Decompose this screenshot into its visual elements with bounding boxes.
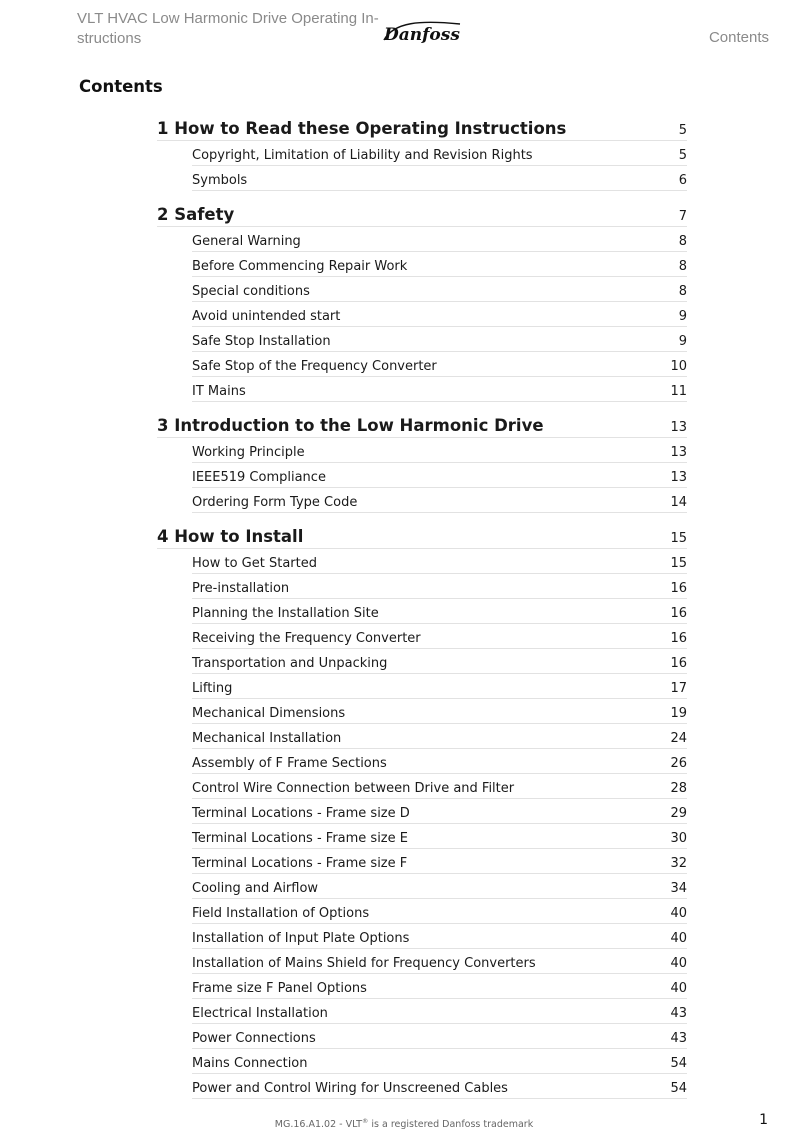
toc-chapter-entry[interactable] xyxy=(157,413,687,438)
toc-section-entry[interactable] xyxy=(192,600,687,624)
section-page-number: 16 xyxy=(670,606,687,621)
section-title: Working Principle xyxy=(192,445,305,460)
section-page-number: 40 xyxy=(670,981,687,996)
section-label: Contents xyxy=(708,29,769,46)
toc-section-entry[interactable] xyxy=(192,575,687,599)
section-page-number: 54 xyxy=(670,1056,687,1071)
section-page-number: 19 xyxy=(670,706,687,721)
chapter-page-number: 7 xyxy=(678,209,687,224)
section-title: Before Commencing Repair Work xyxy=(192,259,408,274)
section-title: Assembly of F Frame Sections xyxy=(192,756,387,771)
section-title: General Warning xyxy=(192,234,301,249)
section-page-number: 6 xyxy=(678,173,687,188)
toc-section-entry[interactable] xyxy=(192,725,687,749)
toc-section-entry[interactable] xyxy=(192,228,687,252)
toc-section-entry[interactable] xyxy=(192,800,687,824)
toc-chapter xyxy=(157,116,687,191)
section-page-number: 40 xyxy=(670,906,687,921)
section-page-number: 10 xyxy=(670,359,687,374)
section-title: Pre-installation xyxy=(192,581,290,596)
footer-doc-code: MG.16.A1.02 - VLT xyxy=(274,1119,362,1131)
danfoss-logo xyxy=(380,18,464,48)
section-title: Copyright, Limitation of Liability and Revision Rights xyxy=(192,148,533,163)
section-title: Power Connections xyxy=(192,1031,316,1046)
chapter-page-number: 5 xyxy=(678,123,687,138)
contents-heading: Contents xyxy=(79,77,163,96)
toc-section-entry[interactable] xyxy=(192,253,687,277)
section-page-number: 17 xyxy=(670,681,687,696)
toc-section-entry[interactable] xyxy=(192,378,687,402)
section-title: Mechanical Dimensions xyxy=(192,706,346,721)
chapter-page-number: 13 xyxy=(670,420,687,435)
toc-chapter-entry[interactable] xyxy=(157,202,687,227)
section-page-number: 30 xyxy=(670,831,687,846)
section-title: Power and Control Wiring for Unscreened Cables xyxy=(192,1081,508,1096)
toc-section-entry[interactable] xyxy=(192,975,687,999)
section-page-number: 8 xyxy=(678,234,687,249)
toc-section-entry[interactable] xyxy=(192,825,687,849)
toc-section-entry[interactable] xyxy=(192,1050,687,1074)
section-title: Lifting xyxy=(192,681,233,696)
section-page-number: 5 xyxy=(678,148,687,163)
toc-section-entry[interactable] xyxy=(192,775,687,799)
section-page-number: 32 xyxy=(670,856,687,871)
section-title: Mechanical Installation xyxy=(192,731,342,746)
svg-text:Danfoss: Danfoss xyxy=(384,25,460,45)
toc-section-entry[interactable] xyxy=(192,1000,687,1024)
toc-section-entry[interactable] xyxy=(192,950,687,974)
toc-section-entry[interactable] xyxy=(192,303,687,327)
table-of-contents xyxy=(157,116,687,1110)
section-page-number: 40 xyxy=(670,931,687,946)
toc-section-entry[interactable] xyxy=(192,900,687,924)
section-page-number: 15 xyxy=(670,556,687,571)
section-page-number: 54 xyxy=(670,1081,687,1096)
chapter-title: 3 Introduction to the Low Harmonic Drive xyxy=(157,416,544,435)
chapter-title: 1 How to Read these Operating Instructions xyxy=(157,119,567,138)
section-title: Terminal Locations - Frame size D xyxy=(192,806,410,821)
section-page-number: 16 xyxy=(670,656,687,671)
section-page-number: 8 xyxy=(678,259,687,274)
toc-section-entry[interactable] xyxy=(192,675,687,699)
section-title: Ordering Form Type Code xyxy=(192,495,358,510)
toc-chapter xyxy=(157,202,687,402)
toc-section-entry[interactable] xyxy=(192,464,687,488)
section-page-number: 34 xyxy=(670,881,687,896)
toc-section-entry[interactable] xyxy=(192,925,687,949)
document-title: VLT HVAC Low Harmonic Drive Operating In-structions xyxy=(77,10,379,47)
section-title: Terminal Locations - Frame size F xyxy=(192,856,408,871)
section-page-number: 16 xyxy=(670,581,687,596)
section-title: Planning the Installation Site xyxy=(192,606,379,621)
toc-section-entry[interactable] xyxy=(192,550,687,574)
section-page-number: 14 xyxy=(670,495,687,510)
section-page-number: 29 xyxy=(670,806,687,821)
toc-section-entry[interactable] xyxy=(192,142,687,166)
chapter-title: 2 Safety xyxy=(157,205,235,224)
section-title: Mains Connection xyxy=(192,1056,308,1071)
section-title: Safe Stop Installation xyxy=(192,334,331,349)
section-title: Transportation and Unpacking xyxy=(192,656,388,671)
toc-section-entry[interactable] xyxy=(192,750,687,774)
section-page-number: 26 xyxy=(670,756,687,771)
toc-section-entry[interactable] xyxy=(192,1025,687,1049)
section-title: Symbols xyxy=(192,173,248,188)
toc-chapter-entry[interactable] xyxy=(157,116,687,141)
toc-section-entry[interactable] xyxy=(192,650,687,674)
section-page-number: 16 xyxy=(670,631,687,646)
section-page-number: 11 xyxy=(670,384,687,399)
section-page-number: 28 xyxy=(670,781,687,796)
chapter-page-number: 15 xyxy=(670,531,687,546)
section-page-number: 13 xyxy=(670,470,687,485)
section-title: Safe Stop of the Frequency Converter xyxy=(192,359,437,374)
section-page-number: 13 xyxy=(670,445,687,460)
section-title: Cooling and Airflow xyxy=(192,881,319,896)
footer-trademark xyxy=(0,1117,808,1130)
section-page-number: 24 xyxy=(670,731,687,746)
toc-chapter xyxy=(157,413,687,513)
toc-section-entry[interactable] xyxy=(192,167,687,191)
section-title: Special conditions xyxy=(192,284,310,299)
section-page-number: 9 xyxy=(678,309,687,324)
toc-section-entry[interactable] xyxy=(192,875,687,899)
toc-section-entry[interactable] xyxy=(192,1075,687,1099)
toc-section-entry[interactable] xyxy=(192,278,687,302)
section-page-number: 40 xyxy=(670,956,687,971)
toc-chapter-entry[interactable] xyxy=(157,524,687,549)
section-page-number: 9 xyxy=(678,334,687,349)
toc-section-entry[interactable] xyxy=(192,328,687,352)
section-title: Receiving the Frequency Converter xyxy=(192,631,421,646)
section-title: Field Installation of Options xyxy=(192,906,370,921)
section-title: How to Get Started xyxy=(192,556,317,571)
page-number: 1 xyxy=(759,1112,768,1128)
toc-section-entry[interactable] xyxy=(192,700,687,724)
section-page-number: 43 xyxy=(670,1006,687,1021)
toc-section-entry[interactable] xyxy=(192,625,687,649)
section-title: Avoid unintended start xyxy=(192,309,341,324)
section-title: IEEE519 Compliance xyxy=(192,470,326,485)
toc-section-entry[interactable] xyxy=(192,439,687,463)
section-title: Electrical Installation xyxy=(192,1006,328,1021)
chapter-title: 4 How to Install xyxy=(157,527,304,546)
section-title: Installation of Input Plate Options xyxy=(192,931,410,946)
section-title: IT Mains xyxy=(192,384,246,399)
registered-mark: ® xyxy=(361,1117,369,1125)
section-title: Installation of Mains Shield for Frequency Converters xyxy=(192,956,536,971)
section-page-number: 43 xyxy=(670,1031,687,1046)
toc-chapter xyxy=(157,524,687,1099)
section-title: Terminal Locations - Frame size E xyxy=(192,831,408,846)
section-page-number: 8 xyxy=(678,284,687,299)
toc-section-entry[interactable] xyxy=(192,850,687,874)
toc-section-entry[interactable] xyxy=(192,353,687,377)
section-title: Control Wire Connection between Drive and Filter xyxy=(192,781,515,796)
section-title: Frame size F Panel Options xyxy=(192,981,367,996)
toc-section-entry[interactable] xyxy=(192,489,687,513)
footer-trademark-text: is a registered Danfoss trademark xyxy=(368,1119,534,1131)
